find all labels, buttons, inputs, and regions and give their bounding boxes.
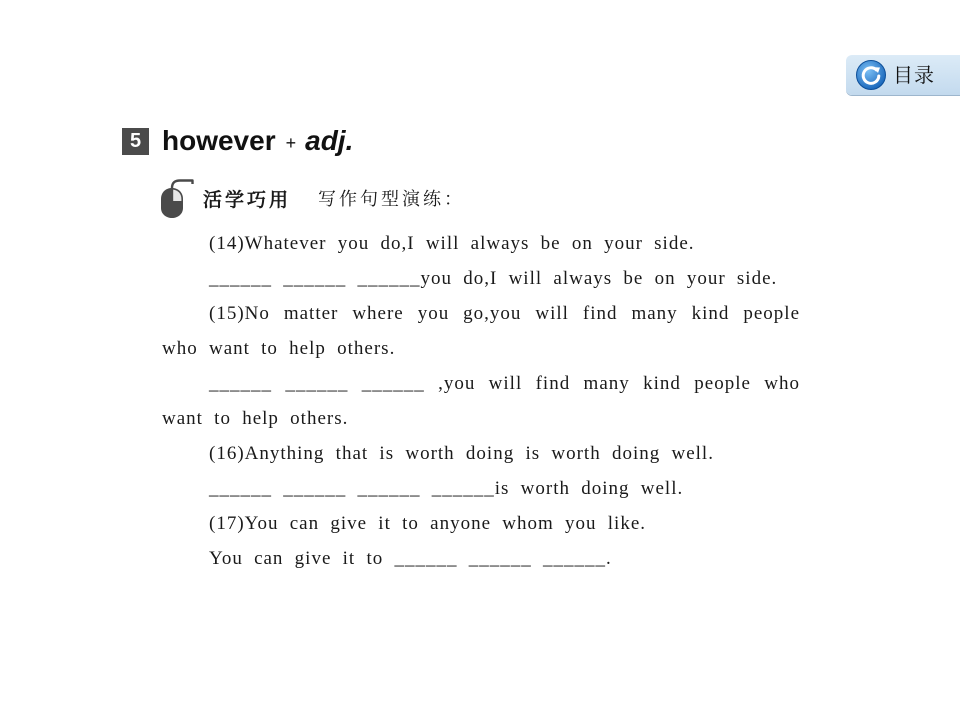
exercise-number: (14) [209, 233, 245, 254]
heading-keyword: however [162, 125, 276, 156]
exercise-15-rewrite [162, 366, 800, 401]
exercise-text: ______ ______ ______ ,you will find many kind people who [209, 373, 800, 394]
exercise-17-rewrite: You can give it to ______ ______ ______. [209, 548, 612, 569]
exercise-number: (17) [209, 513, 245, 534]
mouse-icon [158, 176, 196, 220]
section-heading [162, 124, 353, 158]
exercise-text: You can give it to anyone whom you like. [244, 513, 646, 534]
section-number-badge: 5 [122, 128, 149, 155]
exercise-15-rewrite-cont: want to help others. [162, 408, 349, 429]
exercise-17-sentence [162, 506, 800, 541]
exercise-number: (15) [209, 303, 245, 324]
exercise-number: (16) [209, 443, 245, 464]
circular-arrow-icon [855, 59, 887, 91]
exercise-14-rewrite: ______ ______ ______you do,I will always be on your side. [209, 268, 778, 289]
exercise-16-sentence [162, 436, 800, 471]
toc-button[interactable] [846, 55, 960, 95]
exercise-15-sentence [162, 296, 800, 331]
practice-label: 活学巧用 [203, 189, 292, 211]
exercise-list [162, 226, 800, 576]
practice-title: 写作句型演练： [318, 189, 465, 210]
heading-part-of-speech: adj. [305, 125, 354, 156]
toc-label: 目录 [893, 63, 935, 87]
exercise-16-rewrite: ______ ______ ______ ______is worth doing well. [209, 478, 684, 499]
exercise-14-sentence [162, 226, 800, 261]
exercise-text: Whatever you do,I will always be on your side. [244, 233, 695, 254]
exercise-text: Anything that is worth doing is worth doing well. [244, 443, 714, 464]
heading-plus-sign: + [285, 133, 297, 153]
exercise-text: No matter where you go,you will find many kind people [244, 303, 800, 324]
exercise-15-sentence-cont: who want to help others. [162, 338, 396, 359]
